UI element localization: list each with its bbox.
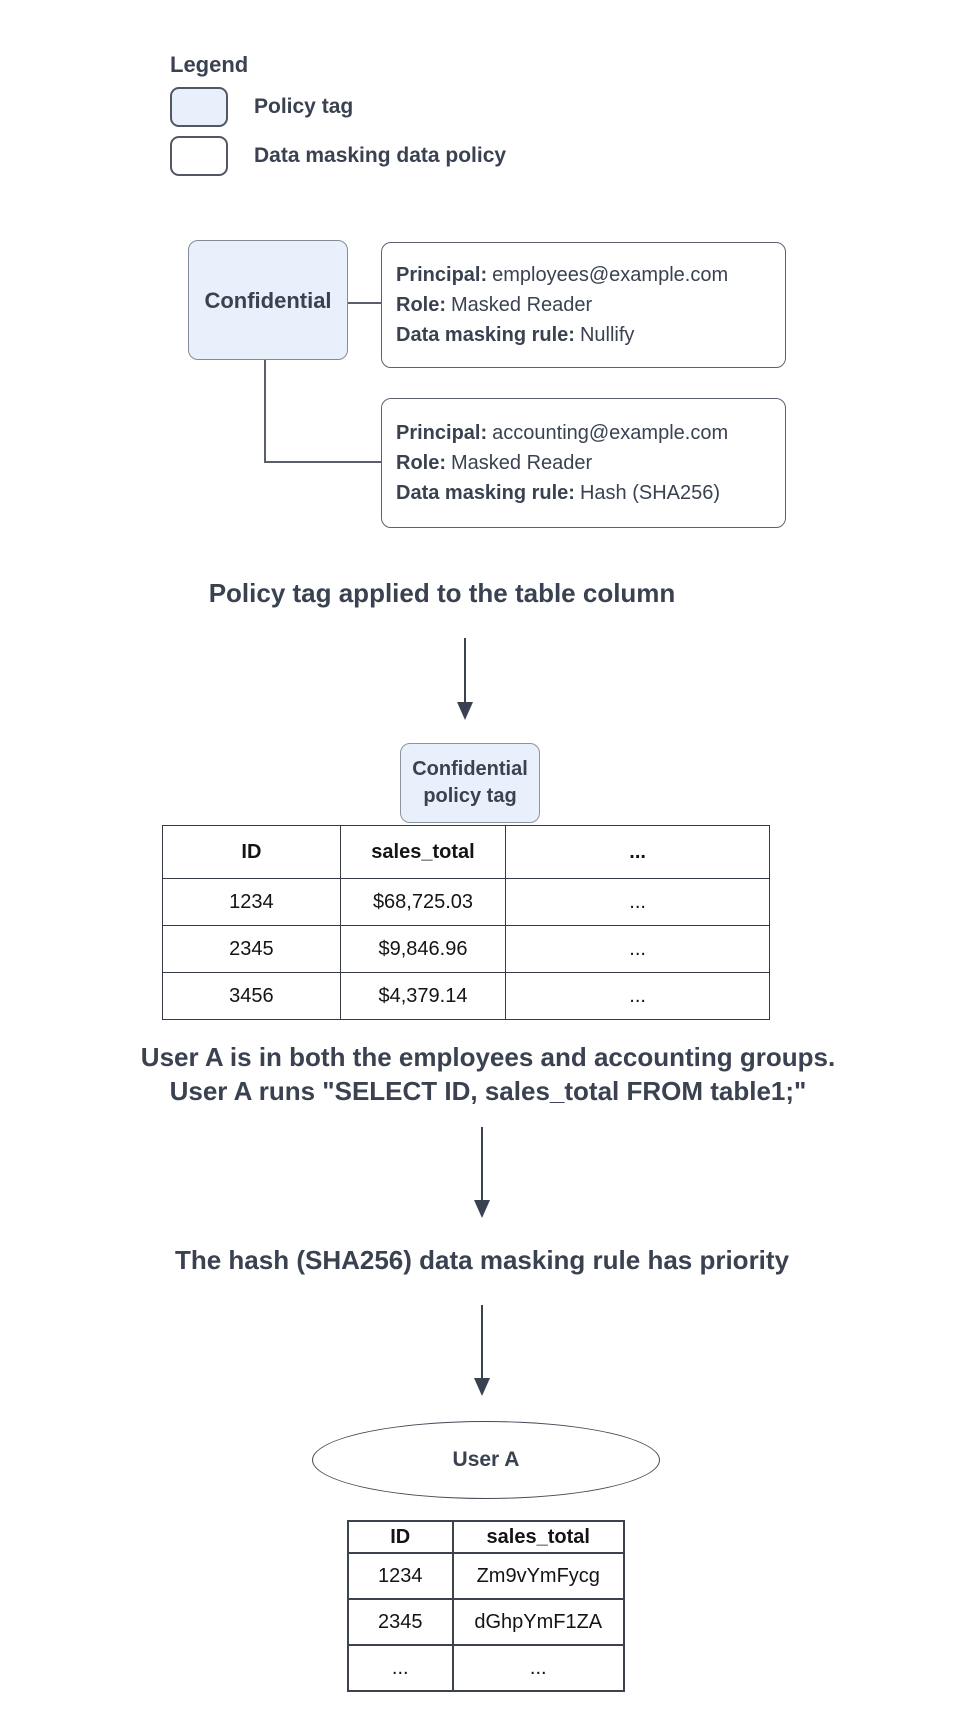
user-a-node <box>312 1421 660 1499</box>
policy-principal-line <box>396 260 771 290</box>
column-policy-tag-line1: Confidential <box>412 758 528 780</box>
data-policy-box-accounting <box>381 398 786 528</box>
principal-label: Principal: <box>396 422 488 444</box>
data-policy-box-employees <box>381 242 786 368</box>
legend <box>170 52 506 176</box>
legend-item-data-policy <box>170 136 506 176</box>
table-cell: Zm9vYmFycg <box>453 1553 625 1599</box>
table-cell: 2345 <box>348 1599 453 1645</box>
down-arrow-icon <box>481 1305 483 1380</box>
table-cell: 2345 <box>163 926 341 973</box>
table-row <box>348 1553 624 1599</box>
down-arrow-head-icon <box>474 1200 490 1218</box>
down-arrow-icon <box>481 1127 483 1202</box>
table-cell: ... <box>348 1645 453 1691</box>
column-policy-tag-node <box>400 743 540 823</box>
caption-policy-tag-applied: Policy tag applied to the table column <box>208 578 676 608</box>
role-value: Masked Reader <box>451 452 593 474</box>
column-policy-tag-line2: policy tag <box>423 785 517 807</box>
table-row <box>163 879 770 926</box>
column-header: ID <box>163 826 341 879</box>
principal-label: Principal: <box>396 264 488 286</box>
rule-label: Data masking rule: <box>396 482 575 504</box>
role-value: Masked Reader <box>451 294 593 316</box>
policy-role-line <box>396 290 771 320</box>
table-cell: $9,846.96 <box>340 926 505 973</box>
table-cell: ... <box>453 1645 625 1691</box>
policy-principal-line <box>396 418 771 448</box>
policy-tag-swatch-icon <box>170 87 228 127</box>
caption-hash-priority: The hash (SHA256) data masking rule has priority <box>174 1245 790 1275</box>
column-policy-tag-label <box>412 756 528 810</box>
table-cell: 3456 <box>163 973 341 1020</box>
connector-line <box>264 360 266 463</box>
policy-rule-line <box>396 320 771 350</box>
table-cell: ... <box>506 926 770 973</box>
down-arrow-head-icon <box>474 1378 490 1396</box>
caption-user-a-query <box>88 1040 888 1108</box>
table-row <box>163 973 770 1020</box>
user-a-label: User A <box>452 1448 520 1471</box>
table-cell: $4,379.14 <box>340 973 505 1020</box>
table-row <box>163 926 770 973</box>
principal-value: employees@example.com <box>492 264 729 286</box>
source-table <box>162 825 770 1020</box>
column-header: sales_total <box>453 1521 625 1553</box>
role-label: Role: <box>396 452 446 474</box>
caption-user-a-line1: User A is in both the employees and accounting groups. <box>140 1042 836 1072</box>
down-arrow-icon <box>464 638 466 704</box>
table-row <box>348 1599 624 1645</box>
connector-line <box>264 461 381 463</box>
caption-user-a-line2: User A runs "SELECT ID, sales_total FROM table1;" <box>169 1076 807 1106</box>
result-table <box>347 1520 625 1692</box>
table-cell: ... <box>506 973 770 1020</box>
rule-value: Hash (SHA256) <box>579 482 721 504</box>
table-cell: 1234 <box>348 1553 453 1599</box>
policy-rule-line <box>396 478 771 508</box>
principal-value: accounting@example.com <box>492 422 729 444</box>
table-header-row <box>163 826 770 879</box>
rule-label: Data masking rule: <box>396 324 575 346</box>
column-header: ID <box>348 1521 453 1553</box>
legend-item-policy-tag <box>170 87 506 127</box>
table-cell: $68,725.03 <box>340 879 505 926</box>
table-cell: 1234 <box>163 879 341 926</box>
policy-tag-node-label: Confidential <box>204 287 332 313</box>
legend-title: Legend <box>170 52 249 77</box>
connector-line <box>348 302 381 304</box>
legend-label: Policy tag <box>254 95 354 118</box>
down-arrow-head-icon <box>457 702 473 720</box>
table-cell: ... <box>506 879 770 926</box>
role-label: Role: <box>396 294 446 316</box>
rule-value: Nullify <box>579 324 635 346</box>
policy-role-line <box>396 448 771 478</box>
table-cell: dGhpYmF1ZA <box>453 1599 625 1645</box>
table-row <box>348 1645 624 1691</box>
table-header-row <box>348 1521 624 1553</box>
data-policy-swatch-icon <box>170 136 228 176</box>
column-header: ... <box>506 826 770 879</box>
legend-label: Data masking data policy <box>254 144 507 167</box>
column-header: sales_total <box>340 826 505 879</box>
policy-tag-node <box>188 240 348 360</box>
